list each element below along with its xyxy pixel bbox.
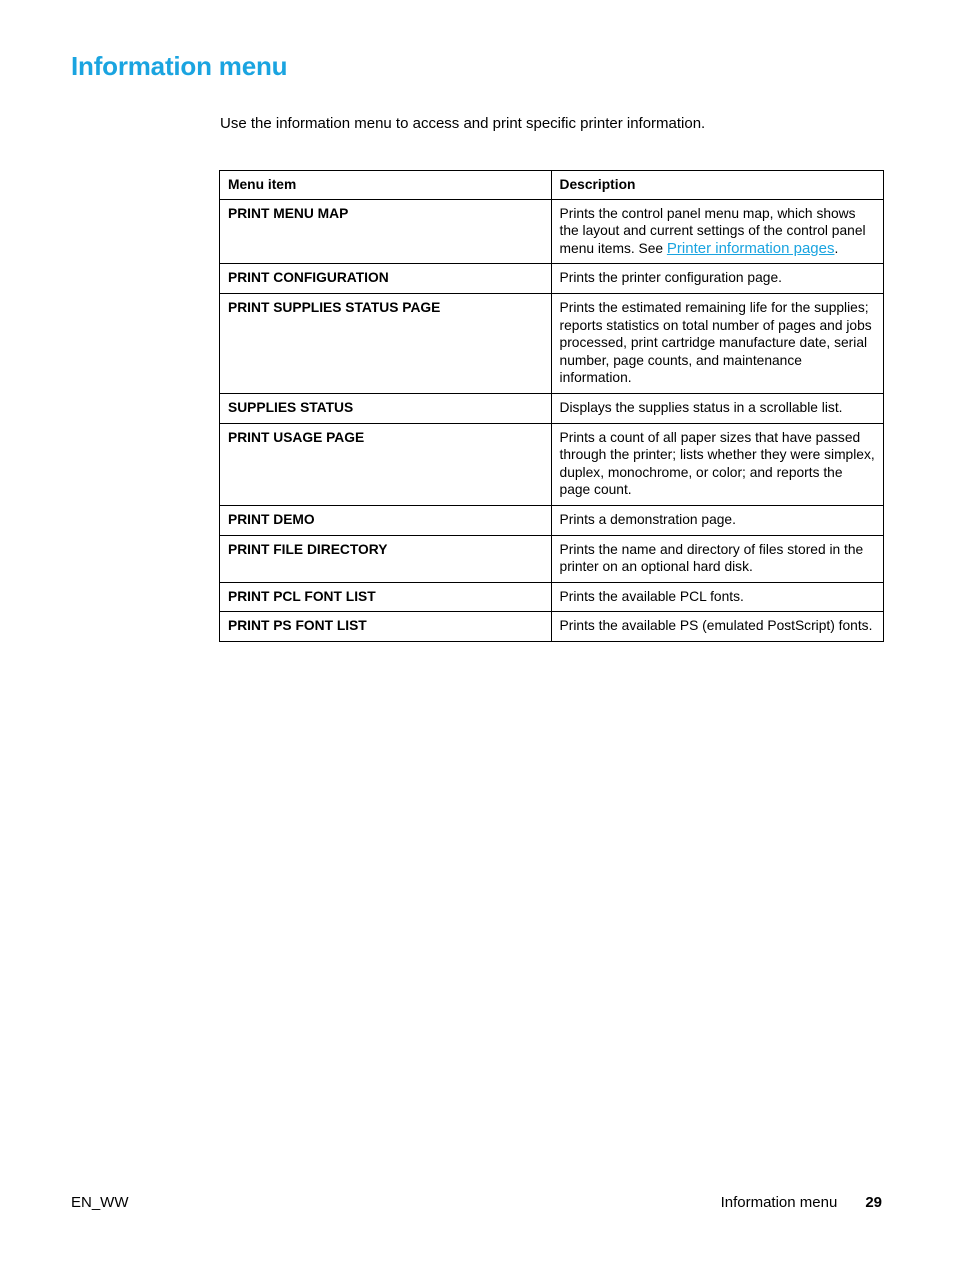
description-cell: Prints the estimated remaining life for the supplies; reports statistics on total number of pages and jobs processed, print cartridge manufacture date, serial number, page counts, and maintenance information.: [551, 293, 883, 393]
table-row: [220, 264, 884, 294]
table-row: [220, 293, 884, 393]
description-cell: [551, 199, 883, 264]
description-cell: Prints the printer configuration page.: [551, 264, 883, 294]
menu-item-cell: PRINT FILE DIRECTORY: [220, 535, 552, 582]
description-cell: Displays the supplies status in a scrollable list.: [551, 393, 883, 423]
menu-item-cell: PRINT PCL FONT LIST: [220, 582, 552, 612]
menu-item-cell: PRINT MENU MAP: [220, 199, 552, 264]
description-suffix: .: [834, 240, 839, 256]
description-cell: Prints a demonstration page.: [551, 505, 883, 535]
table-row: [220, 535, 884, 582]
description-cell: Prints a count of all paper sizes that have passed through the printer; lists whether they were simplex, duplex, monochrome, or color; and reports the page count.: [551, 423, 883, 505]
intro-paragraph: Use the information menu to access and print specific printer information.: [220, 115, 706, 132]
page-title: Information menu: [71, 51, 288, 81]
printer-information-pages-link[interactable]: Printer information pages: [666, 239, 835, 257]
menu-item-cell: PRINT USAGE PAGE: [220, 423, 552, 505]
menu-item-cell: SUPPLIES STATUS: [220, 393, 552, 423]
footer-right: [721, 1194, 882, 1211]
menu-item-cell: PRINT CONFIGURATION: [220, 264, 552, 294]
footer-edition: EN_WW: [71, 1194, 129, 1211]
table-row: [220, 199, 884, 264]
page-number: 29: [865, 1194, 882, 1211]
menu-item-cell: PRINT SUPPLIES STATUS PAGE: [220, 293, 552, 393]
table-row: [220, 582, 884, 612]
table-row: [220, 393, 884, 423]
description-cell: Prints the name and directory of files stored in the printer on an optional hard disk.: [551, 535, 883, 582]
menu-item-cell: PRINT DEMO: [220, 505, 552, 535]
information-menu-table: [219, 170, 884, 642]
table-row: [220, 612, 884, 642]
menu-item-cell: PRINT PS FONT LIST: [220, 612, 552, 642]
table-row: [220, 505, 884, 535]
column-header-menu-item: Menu item: [220, 171, 552, 200]
description-text: Prints the control panel menu map, which shows the layout and current settings of the control panel menu items. See: [559, 205, 866, 256]
footer-section-name: Information menu: [720, 1194, 838, 1211]
table-row: [220, 423, 884, 505]
table-header-row: [220, 171, 884, 200]
column-header-description: Description: [551, 171, 883, 200]
description-cell: Prints the available PCL fonts.: [551, 582, 883, 612]
description-cell: Prints the available PS (emulated PostScript) fonts.: [551, 612, 883, 642]
